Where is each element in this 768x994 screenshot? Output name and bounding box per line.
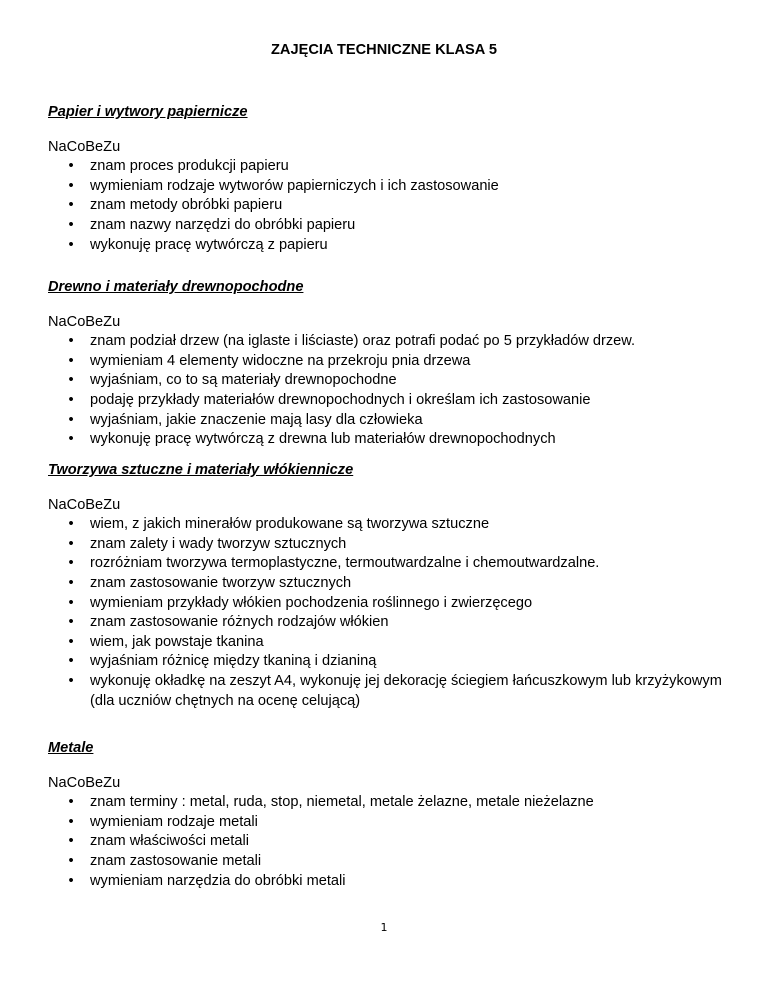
bullet-icon: • — [68, 352, 74, 369]
list-item — [48, 594, 728, 614]
bullet-icon: • — [68, 852, 74, 869]
list-item-text: znam metody obróbki papieru — [90, 197, 283, 214]
bullet-icon: • — [68, 216, 74, 233]
bullet-icon: • — [68, 594, 74, 611]
list-item-text: wymieniam narzędzia do obróbki metali — [90, 872, 346, 889]
list-item — [48, 813, 728, 833]
section-intro: NaCoBeZu — [48, 774, 121, 791]
list-item — [48, 652, 728, 672]
list-item-text: wyjaśniam, co to są materiały drewnopochodne — [90, 372, 397, 389]
list-item-text: znam terminy : metal, ruda, stop, niemetal, metale żelazne, metale nieżelazne — [90, 794, 594, 811]
bullet-list — [48, 515, 728, 711]
list-item — [48, 157, 728, 177]
section-intro: NaCoBeZu — [48, 313, 121, 330]
bullet-icon: • — [68, 431, 74, 448]
list-item — [48, 793, 728, 813]
bullet-icon: • — [68, 833, 74, 850]
list-item — [48, 216, 728, 236]
list-item — [48, 430, 728, 450]
list-item-text: wymieniam 4 elementy widoczne na przekroju pnia drzewa — [90, 352, 471, 369]
list-item — [48, 852, 728, 872]
list-item — [48, 391, 728, 411]
bullet-icon: • — [68, 555, 74, 572]
bullet-icon: • — [68, 236, 74, 253]
section-heading: Tworzywa sztuczne i materiały włókiennicze — [48, 462, 354, 478]
list-item-text: wykonuję okładkę na zeszyt A4, wykonuję jej dekorację ściegiem łańcuszkowym lub krzyżykowym (dla uczniów chętnych na ocenę celującą) — [90, 672, 722, 709]
bullet-icon: • — [68, 372, 74, 389]
list-item — [48, 535, 728, 555]
bullet-icon: • — [68, 614, 74, 631]
list-item-text: znam właściwości metali — [90, 833, 249, 850]
bullet-icon: • — [68, 158, 74, 175]
bullet-icon: • — [68, 672, 74, 689]
list-item — [48, 332, 728, 352]
list-item-text: wiem, jak powstaje tkanina — [90, 633, 264, 650]
bullet-icon: • — [68, 333, 74, 350]
list-item-text: rozróżniam tworzywa termoplastyczne, termoutwardzalne i chemoutwardzalne. — [90, 555, 600, 572]
list-item-text: znam zastosowanie różnych rodzajów włókien — [90, 614, 389, 631]
list-item-text: wymieniam rodzaje metali — [90, 813, 258, 830]
list-item-text: wymieniam rodzaje wytworów papierniczych i ich zastosowanie — [90, 177, 499, 194]
document-title: ZAJĘCIA TECHNICZNE KLASA 5 — [271, 42, 497, 58]
section-heading: Papier i wytwory papiernicze — [48, 104, 248, 120]
bullet-icon: • — [68, 391, 74, 408]
list-item-text: znam proces produkcji papieru — [90, 158, 289, 175]
list-item — [48, 832, 728, 852]
list-item-text: wykonuję pracę wytwórczą z papieru — [90, 236, 328, 253]
bullet-icon: • — [68, 653, 74, 670]
list-item-text: podaję przykłady materiałów drewnopochodnych i określam ich zastosowanie — [90, 391, 591, 408]
list-item-text: znam nazwy narzędzi do obróbki papieru — [90, 216, 356, 233]
section-heading: Drewno i materiały drewnopochodne — [48, 279, 304, 295]
section-intro: NaCoBeZu — [48, 138, 121, 155]
list-item-text: wyjaśniam różnicę między tkaniną i dzianiną — [90, 653, 377, 670]
list-item — [48, 554, 728, 574]
bullet-icon: • — [68, 574, 74, 591]
list-item-text: wymieniam przykłady włókien pochodzenia roślinnego i zwierzęcego — [90, 594, 533, 611]
bullet-icon: • — [68, 813, 74, 830]
list-item-text: znam zastosowanie metali — [90, 852, 262, 869]
bullet-list — [48, 157, 728, 255]
list-item — [48, 872, 728, 892]
list-item — [48, 613, 728, 633]
list-item — [48, 371, 728, 391]
list-item — [48, 236, 728, 256]
bullet-icon: • — [68, 535, 74, 552]
list-item — [48, 177, 728, 197]
list-item — [48, 515, 728, 535]
list-item-text: wykonuję pracę wytwórczą z drewna lub materiałów drewnopochodnych — [90, 431, 556, 448]
section-heading: Metale — [48, 740, 94, 756]
section-paper — [48, 103, 728, 255]
bullet-icon: • — [68, 633, 74, 650]
bullet-icon: • — [68, 411, 74, 428]
page-number: 1 — [380, 921, 388, 934]
list-item-text: znam podział drzew (na iglaste i liściaste) oraz potrafi podać po 5 przykładów drzew. — [90, 333, 636, 350]
list-item — [48, 196, 728, 216]
bullet-icon: • — [68, 794, 74, 811]
list-item — [48, 352, 728, 372]
list-item-text: znam zastosowanie tworzyw sztucznych — [90, 574, 352, 591]
list-item — [48, 411, 728, 431]
bullet-icon: • — [68, 872, 74, 889]
list-item-text: wiem, z jakich minerałów produkowane są tworzywa sztuczne — [90, 516, 490, 533]
list-item — [48, 633, 728, 653]
list-item — [48, 672, 728, 711]
bullet-list — [48, 332, 728, 450]
bullet-list — [48, 793, 728, 891]
list-item-text: znam zalety i wady tworzyw sztucznych — [90, 535, 347, 552]
bullet-icon: • — [68, 197, 74, 214]
list-item — [48, 574, 728, 594]
list-item-text: wyjaśniam, jakie znaczenie mają lasy dla człowieka — [90, 411, 423, 428]
bullet-icon: • — [68, 516, 74, 533]
bullet-icon: • — [68, 177, 74, 194]
section-plastics-textiles — [48, 461, 728, 711]
section-intro: NaCoBeZu — [48, 496, 121, 513]
section-metals — [48, 739, 728, 891]
section-wood — [48, 278, 728, 450]
